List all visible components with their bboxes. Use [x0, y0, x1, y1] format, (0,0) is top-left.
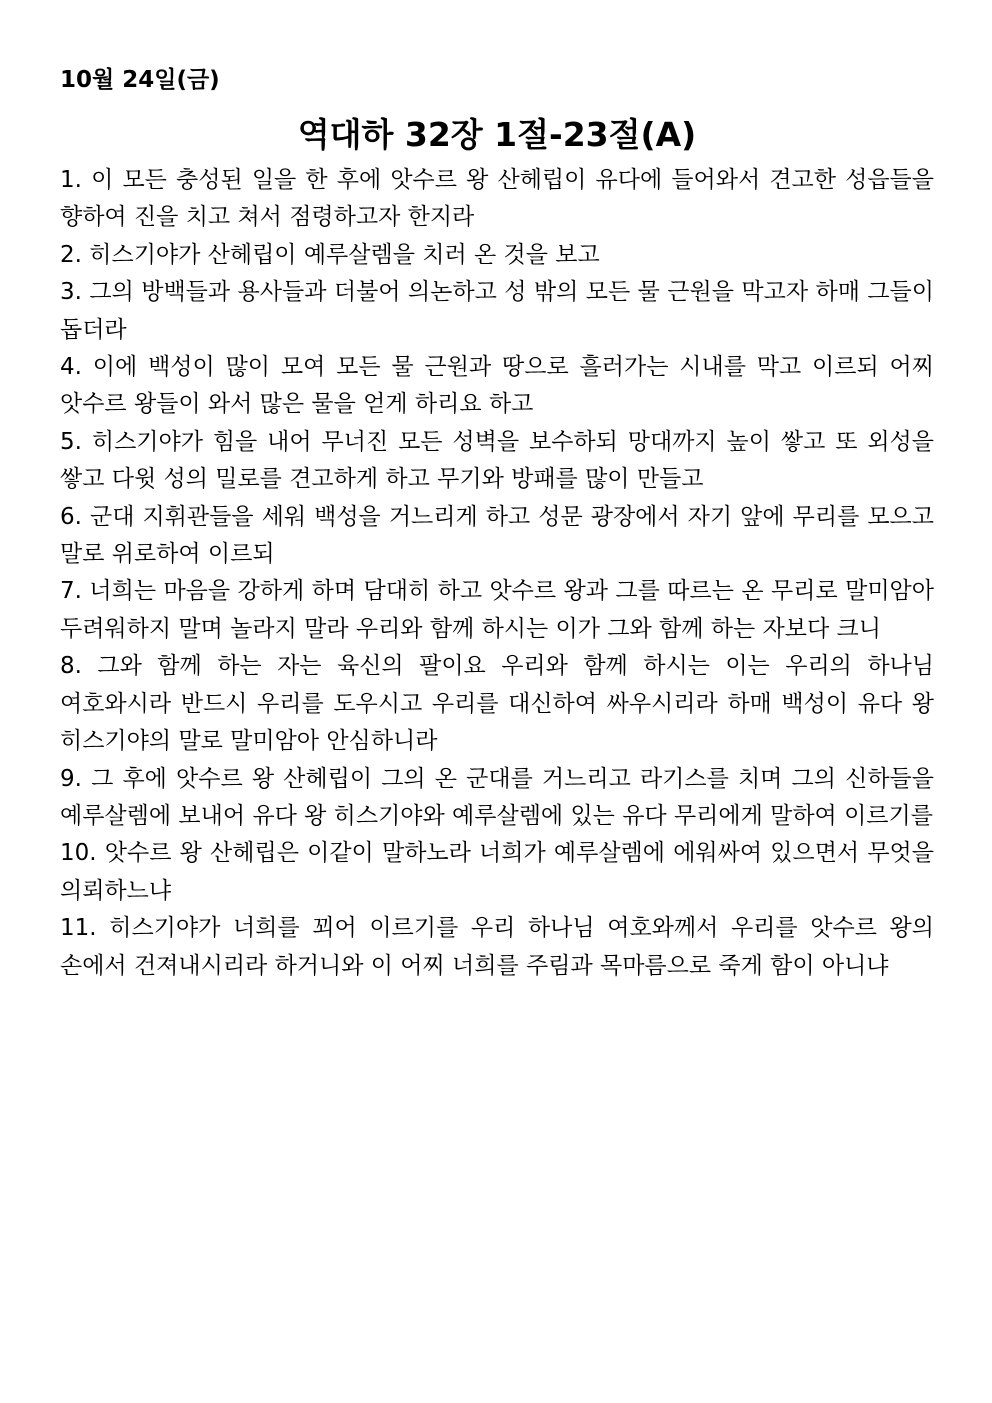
verse-9: 9. 그 후에 앗수르 왕 산헤립이 그의 온 군대를 거느리고 라기스를 치며 그의 신하들을 예루살렘에 보내어 유다 왕 히스기야와 예루살렘에 있는 유다 무리에게 말하여 이르기를 — [60, 765, 934, 829]
verse-7: 7. 너희는 마음을 강하게 하며 담대히 하고 앗수르 왕과 그를 따르는 온 무리로 말미암아 두려워하지 말며 놀라지 말라 우리와 함께 하시는 이가 그와 함께 하는 자보다 크니 — [60, 578, 934, 642]
verse-10: 10. 앗수르 왕 산헤립은 이같이 말하노라 너희가 예루살렘에 에워싸여 있으면서 무엇을 의뢰하느냐 — [60, 840, 934, 904]
verse-4: 4. 이에 백성이 많이 모여 모든 물 근원과 땅으로 흘러가는 시내를 막고 이르되 어찌 앗수르 왕들이 와서 많은 물을 얻게 하리요 하고 — [60, 354, 934, 418]
verse-3: 3. 그의 방백들과 용사들과 더불어 의논하고 성 밖의 모든 물 근원을 막고자 하매 그들이 돕더라 — [60, 279, 934, 343]
verse-2: 2. 히스기야가 산헤립이 예루살렘을 치러 온 것을 보고 — [60, 241, 600, 268]
verse-11: 11. 히스기야가 너희를 꾀어 이르기를 우리 하나님 여호와께서 우리를 앗수르 왕의 손에서 건져내시리라 하거니와 이 어찌 너희를 주림과 목마름으로 죽게 함이 아니냐 — [60, 915, 934, 979]
verse-1: 1. 이 모든 충성된 일을 한 후에 앗수르 왕 산헤립이 유다에 들어와서 견고한 성읍들을 향하여 진을 치고 쳐서 점령하고자 한지라 — [60, 167, 934, 231]
document-date: 10월 24일(금) — [60, 67, 220, 93]
verse-5: 5. 히스기야가 힘을 내어 무너진 모든 성벽을 보수하되 망대까지 높이 쌓고 또 외성을 쌓고 다윗 성의 밀로를 견고하게 하고 무기와 방패를 많이 만들고 — [60, 428, 934, 493]
verse-8: 8. 그와 함께 하는 자는 육신의 팔이요 우리와 함께 하시는 이는 우리의 하나님 여호와시라 반드시 우리를 도우시고 우리를 대신하여 싸우시리라 하매 백성이 유다 왕 히스기야의 말로 말미암아 안심하니라 — [60, 653, 934, 755]
document-title: 역대하 32장 1절-23절(A) — [297, 115, 697, 154]
verse-list — [60, 162, 934, 985]
verse-6: 6. 군대 지휘관들을 세워 백성을 거느리게 하고 성문 광장에서 자기 앞에 무리를 모으고 말로 위로하여 이르되 — [60, 503, 934, 568]
